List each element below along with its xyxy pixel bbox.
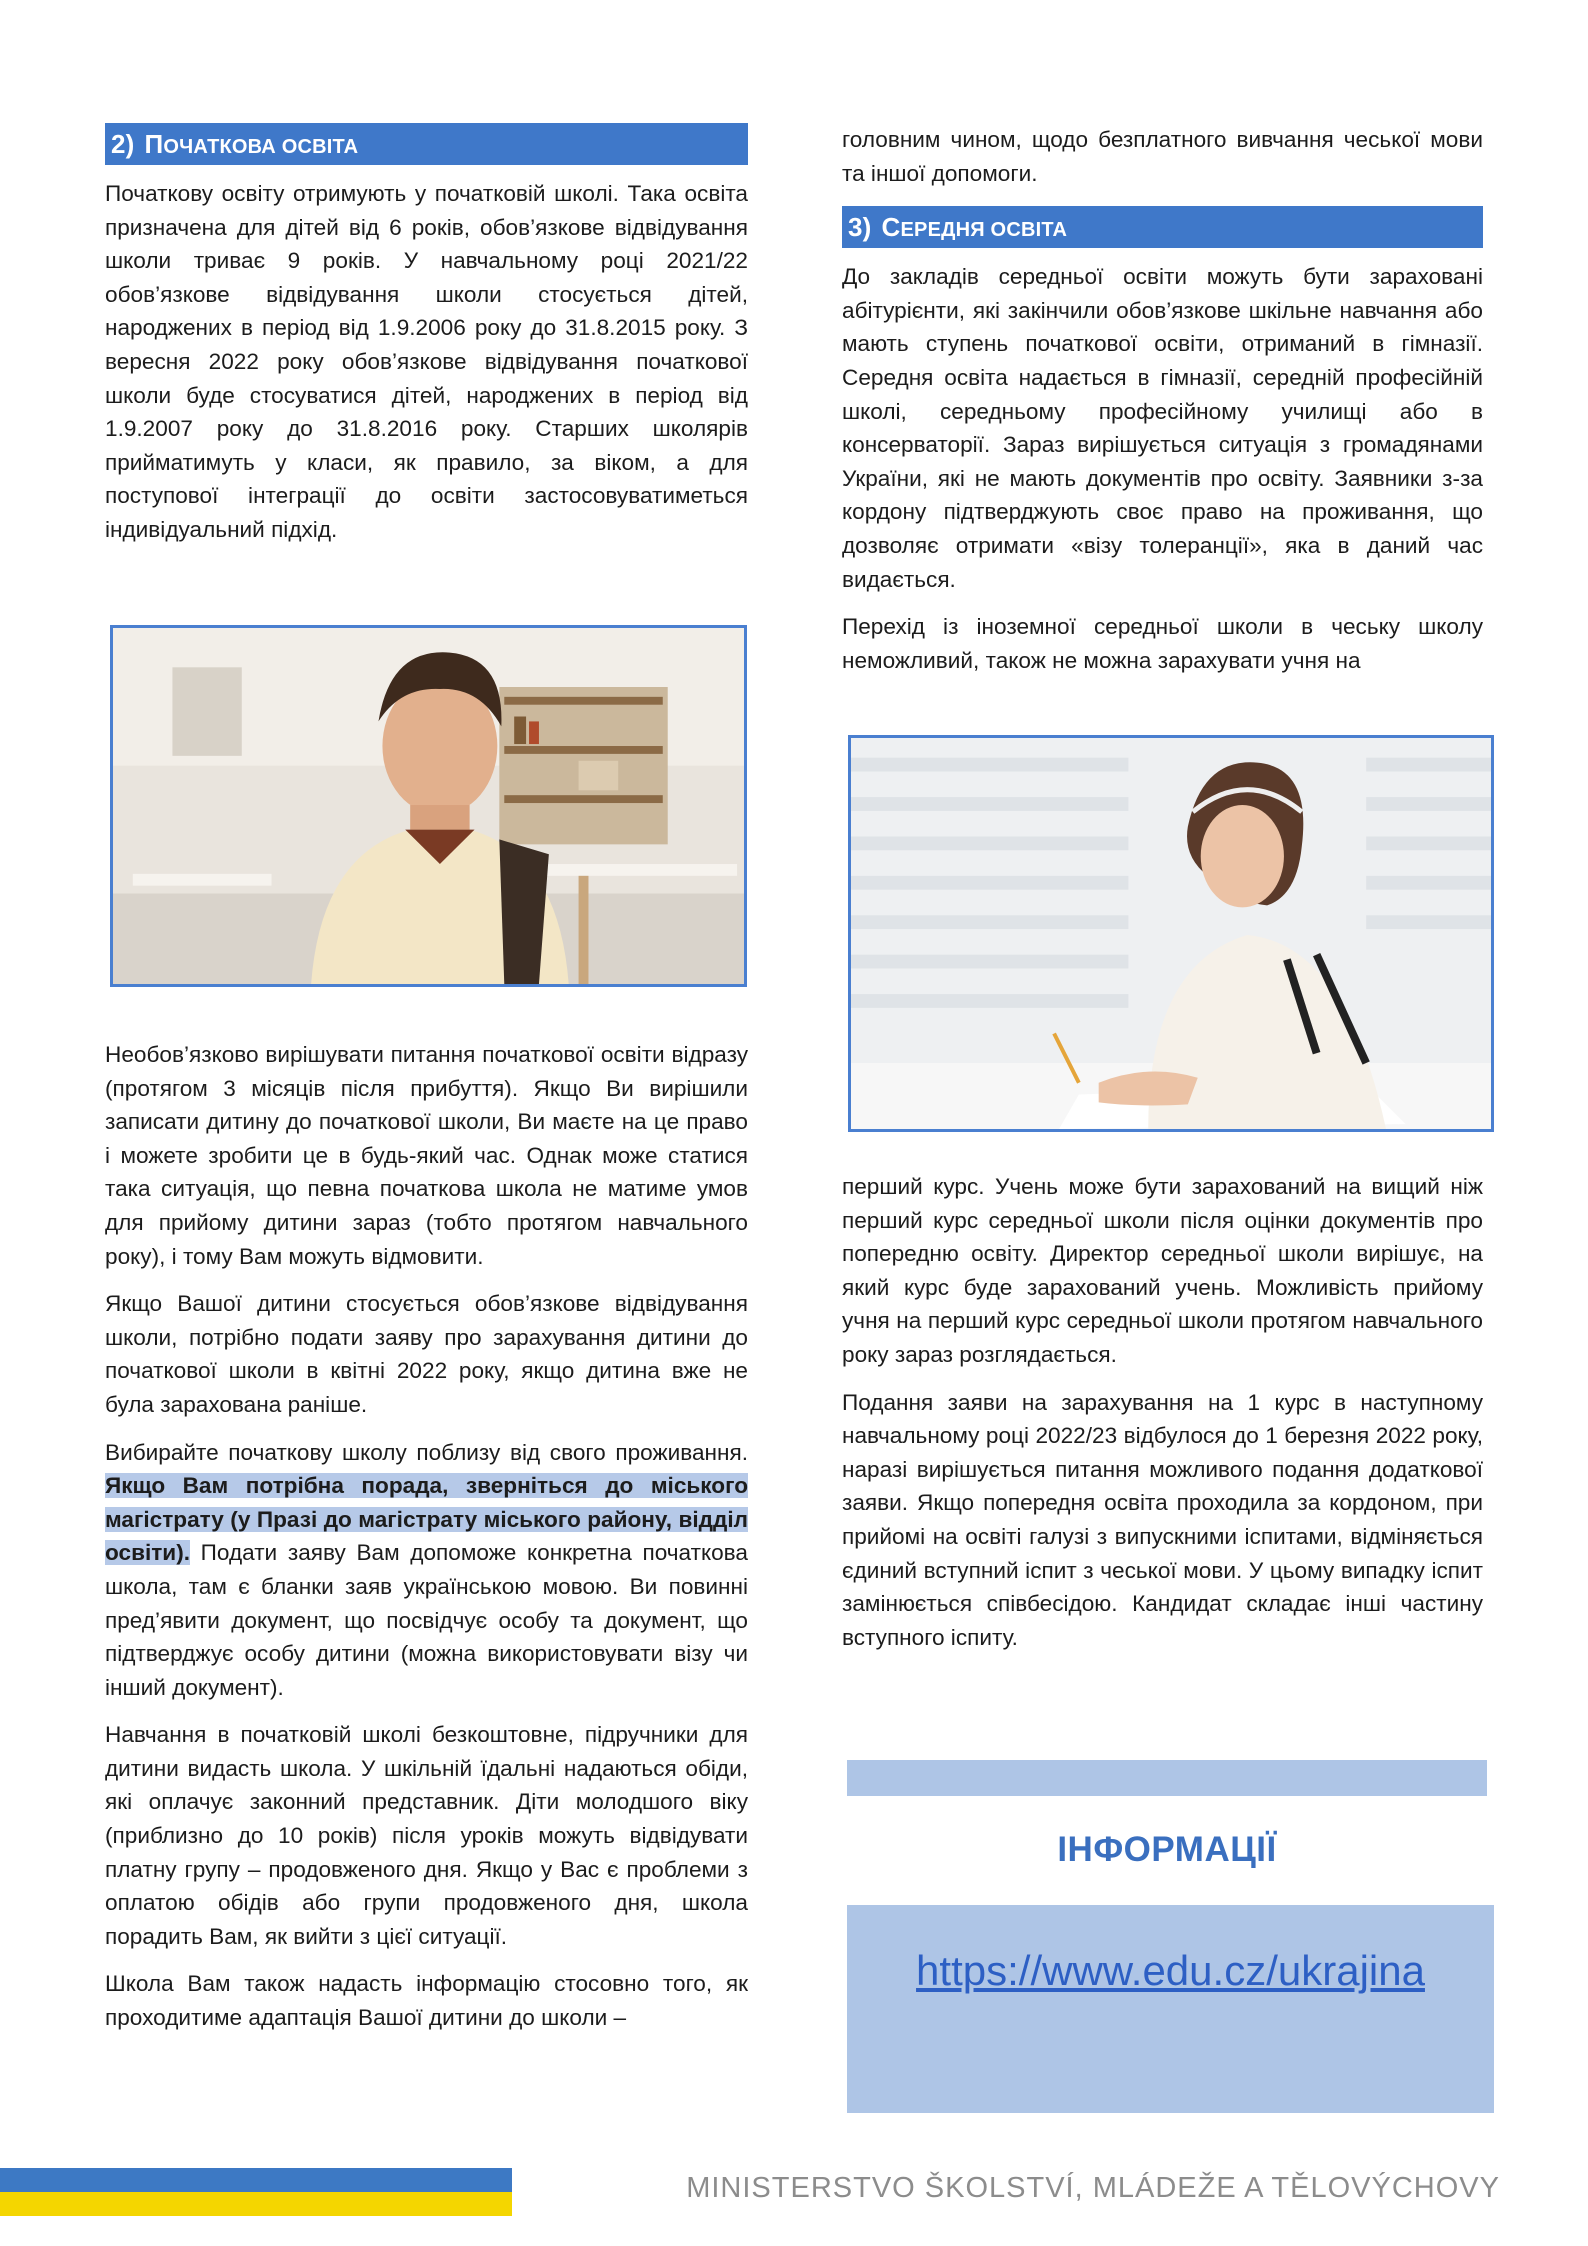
paragraph: Школа Вам також надасть інформацію стосовно того, як проходитиме адаптація Вашої дитини до школи – — [105, 1971, 748, 2031]
paragraph: перший курс. Учень може бути зарахований на вищий ніж перший курс середньої школи після оцінки документів про попередню освіту. Директор середньої школи вирішує, на який курс буде зарахований учень. Можливість прийому учня на перший курс середньої школи протягом навчального року зараз розглядається. — [842, 1174, 1483, 1367]
paragraph: Якщо Вашої дитини стосується обов’язкове відвідування школи, потрібно подати заяву про зарахування дитини до початкової школи в квітні 2022 року, якщо дитина вже не була зарахована раніше. — [105, 1291, 748, 1417]
paragraph — [105, 1436, 748, 1705]
section-heading-primary — [105, 123, 748, 165]
flag-stripe-yellow — [0, 2192, 512, 2216]
heading-initial: С — [881, 212, 901, 243]
heading-rest: ЕРЕДНЯ ОСВІТА — [900, 219, 1068, 242]
left-column-continued — [105, 1038, 748, 2035]
paragraph: До закладів середньої освіти можуть бути зараховані абітурієнти, які закінчили обов’язкове шкільне навчання або мають ступень початкової освіти, отриманий в гімназії. Середня освіта надається в гімназії, середній професійній школі, середньому професійному училищі або в консерваторії. Зараз вирішується ситуація з громадянами України, які не мають документів про освіту. Заявники з-за кордону підтверджують своє право на проживання, що дозволяє отримати «візу толеранції», яка в даний час видається. — [842, 264, 1483, 592]
info-title: ІНФОРМАЦІЇ — [1057, 1830, 1277, 1869]
section-heading-secondary — [842, 206, 1483, 248]
right-column — [842, 123, 1483, 677]
info-link-box — [847, 1905, 1494, 2113]
heading-initial: П — [144, 129, 164, 159]
boy-student-photo — [110, 625, 747, 987]
left-column — [105, 123, 748, 547]
paragraph-text: Подати заяву Вам допоможе конкретна початкова школа, там є бланки заяв українською мовою. Ви повинні пред’явити документ, що посвідчує особу та документ, що підтверджує особу дитини (можна використовувати візу чи інший документ). — [105, 1540, 748, 1700]
paragraph: Перехід із іноземної середньої школи в чеську школу неможливий, також не можна зарахувати учня на — [842, 614, 1483, 673]
highlighted-advice: Якщо Вам потрібна порада, зверніться до міського магістрату (у Празі до магістрату міського району, відділ освіти). — [105, 1473, 748, 1566]
paragraph-text: Вибирайте початкову школу поблизу від свого проживання. — [105, 1439, 748, 1465]
decorative-bar — [847, 1760, 1487, 1796]
heading-rest: ОЧАТКОВА ОСВІТА — [163, 136, 359, 158]
paragraph: Необов’язково вирішувати питання початкової освіти відразу (протягом 3 місяців після прибуття). Якщо Ви вирішили записати дитину до початкової школи, Ви маєте на це право і можете зробити це в будь-який час. Однак може статися така ситуація, що певна початкова школа не матиме умов для прийому дитини зараз (тобто протягом навчального року), і тому Вам можуть відмовити. — [105, 1042, 748, 1269]
paragraph: Навчання в початковій школі безкоштовне, підручники для дитини видасть школа. У шкільній їдальні надаються обіди, які оплачує законний представник. Діти молодшого віку (приблизно до 10 років) після уроків можуть відвідувати платну групу – продовженого дня. Якщо у Вас є проблеми з оплатою обідів або групи продовженого дня, школа порадить Вам, як вийти з цієї ситуації. — [105, 1722, 748, 1949]
heading-number: 2) — [111, 129, 135, 159]
ministry-logo-text: MINISTERSTVO ŠKOLSTVÍ, MLÁDEŽE A TĚLOVÝCHOVY — [686, 2172, 1500, 2204]
paragraph: головним чином, щодо безплатного вивчання чеської мови та іншої допомоги. — [842, 127, 1483, 186]
paragraph: Початкову освіту отримують у початковій школі. Така освіта призначена для дітей від 6 років, обов’язкове відвідування школи триває 9 років. У навчальному році 2021/22 обов’язкове відвідування школи стосується дітей, народжених в період від 1.9.2006 року до 31.8.2015 року. З вересня 2022 року обов’язкове відвідування початкової школи буде стосуватися дітей, народжених в період від 1.9.2007 року до 31.8.2016 року. Старших школярів прийматимуть у класи, як правило, за віком, а для поступової інтеграції до освіти застосовуватиметься індивідуальний підхід. — [105, 181, 748, 542]
right-column-continued — [842, 1170, 1483, 1654]
heading-number: 3) — [848, 212, 872, 243]
flag-stripe-blue — [0, 2168, 512, 2192]
info-link[interactable]: https://www.edu.cz/ukrajina — [916, 1947, 1425, 1994]
paragraph: Подання заяви на зарахування на 1 курс в наступному навчальному році 2022/23 відбулося до 1 березня 2022 року, наразі вирішується питання можливого подання додаткової заяви. Якщо попередня освіта проходила за кордоном, при прийомі на освіті галузі з випускними іспитами, відміняється єдиний вступний іспит з чеської мови. У цьому випадку іспит замінюється співбесідою. Кандидат складає інші частину вступного іспиту. — [842, 1389, 1483, 1650]
girl-student-photo — [848, 735, 1494, 1132]
